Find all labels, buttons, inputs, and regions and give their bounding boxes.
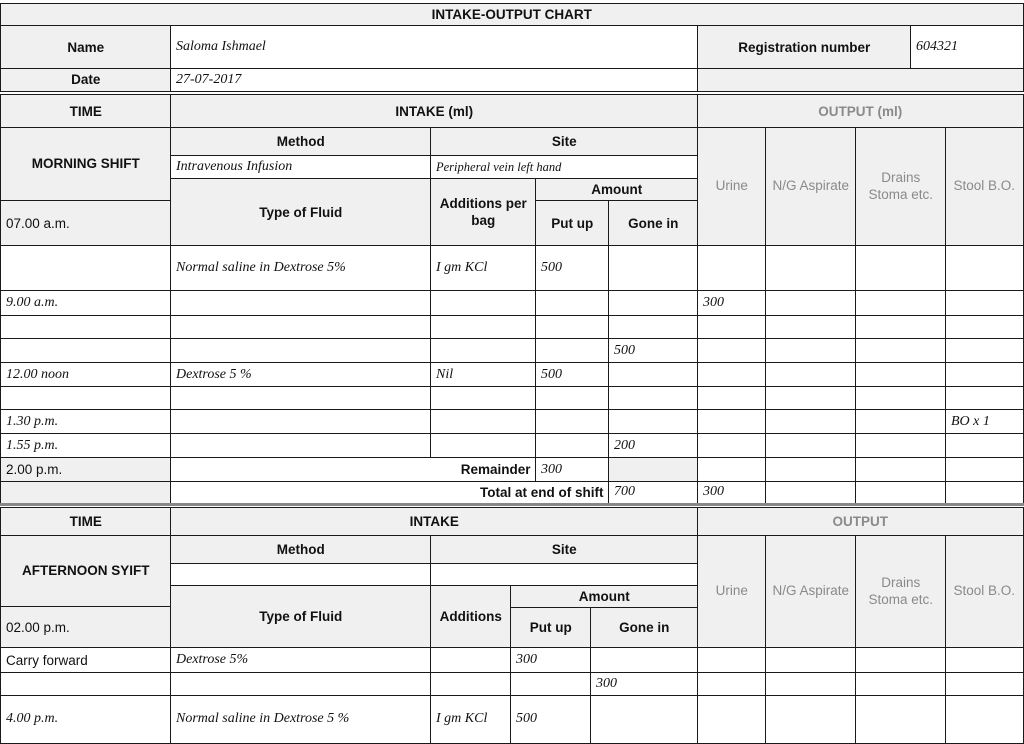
shift-label: AFTERNOON SYIFT	[0, 535, 172, 608]
stool-cell[interactable]	[945, 245, 1024, 292]
shift-start-time: 07.00 a.m.	[0, 200, 172, 247]
additions-cell[interactable]	[430, 315, 537, 340]
amount-header: Amount	[510, 585, 699, 609]
put-up-header: Put up	[510, 607, 592, 649]
put-up-cell[interactable]	[535, 409, 610, 435]
urine-cell[interactable]: 300	[697, 290, 767, 317]
output-cell[interactable]	[945, 481, 1024, 504]
urine-cell[interactable]	[697, 338, 767, 364]
site-header: Site	[430, 535, 699, 565]
ng-cell[interactable]	[765, 338, 857, 364]
fluid-cell[interactable]: Dextrose 5 %	[170, 362, 432, 388]
output-cell[interactable]	[697, 457, 767, 483]
gone-in-cell[interactable]: 200	[608, 433, 699, 459]
stool-cell[interactable]	[945, 647, 1024, 674]
registration-number-field[interactable]: 604321	[910, 25, 1024, 70]
put-up-cell[interactable]	[535, 386, 610, 411]
ng-cell[interactable]	[765, 386, 857, 411]
time-cell[interactable]: 1.30 p.m.	[0, 409, 172, 435]
output-header: OUTPUT (ml)	[697, 94, 1024, 129]
urine-cell[interactable]	[697, 672, 767, 697]
gone-in-cell[interactable]	[608, 245, 699, 292]
gone-in-cell[interactable]	[608, 386, 699, 411]
put-up-cell[interactable]: 500	[510, 695, 592, 744]
ng-cell[interactable]	[765, 409, 857, 435]
urine-cell[interactable]	[697, 315, 767, 340]
output-header: OUTPUT	[697, 507, 1024, 537]
blank-cell	[0, 481, 172, 504]
patient-name-field[interactable]: Saloma Ishmael	[170, 25, 699, 70]
gone-in-cell[interactable]	[608, 290, 699, 317]
section-divider	[0, 503, 1024, 506]
additions-cell[interactable]	[430, 672, 512, 697]
additions-cell[interactable]	[430, 647, 512, 674]
urine-cell[interactable]	[697, 386, 767, 411]
put-up-cell[interactable]	[535, 315, 610, 340]
output-cell[interactable]	[765, 481, 857, 504]
registration-number-label: Registration number	[697, 25, 912, 70]
total-intake-value[interactable]: 700	[608, 481, 699, 504]
urine-cell[interactable]	[697, 245, 767, 292]
fluid-cell[interactable]: Dextrose 5%	[170, 647, 432, 674]
time-cell[interactable]	[0, 338, 172, 364]
date-label: Date	[0, 68, 172, 92]
ng-cell[interactable]	[765, 245, 857, 292]
time-header: TIME	[0, 507, 172, 537]
drains-cell[interactable]	[855, 409, 947, 435]
stool-header: Stool B.O.	[945, 127, 1024, 247]
put-up-cell[interactable]: 500	[535, 245, 610, 292]
ng-cell[interactable]	[765, 647, 857, 674]
stool-cell[interactable]	[945, 433, 1024, 459]
blank-cell	[697, 68, 1024, 92]
output-cell[interactable]	[945, 457, 1024, 483]
remainder-label: Remainder	[170, 457, 537, 483]
fluid-cell[interactable]	[170, 672, 432, 697]
name-label: Name	[0, 25, 172, 70]
additions-cell[interactable]	[430, 386, 537, 411]
drains-header: Drains Stoma etc.	[855, 127, 947, 247]
blank-cell	[608, 457, 699, 483]
fluid-cell[interactable]	[170, 315, 432, 340]
time-cell[interactable]	[0, 672, 172, 697]
stool-cell[interactable]: BO x 1	[945, 409, 1024, 435]
put-up-cell[interactable]: 300	[510, 647, 592, 674]
fluid-cell[interactable]	[170, 386, 432, 411]
amount-header: Amount	[535, 178, 699, 202]
total-urine-value[interactable]: 300	[697, 481, 767, 504]
stool-cell[interactable]	[945, 672, 1024, 697]
chart-title: INTAKE-OUTPUT CHART	[0, 3, 1024, 27]
gone-in-header: Gone in	[608, 200, 699, 247]
put-up-header: Put up	[535, 200, 610, 247]
time-cell[interactable]: 1.55 p.m.	[0, 433, 172, 459]
method-header: Method	[170, 127, 432, 157]
gone-in-cell[interactable]	[590, 647, 699, 674]
time-cell[interactable]: 9.00 a.m.	[0, 290, 172, 317]
gone-in-cell[interactable]: 500	[608, 338, 699, 364]
drains-cell[interactable]	[855, 315, 947, 340]
fluid-cell[interactable]: Normal saline in Dextrose 5%	[170, 245, 432, 292]
gone-in-cell[interactable]	[608, 409, 699, 435]
fluid-cell[interactable]	[170, 409, 432, 435]
urine-cell[interactable]	[697, 433, 767, 459]
put-up-cell[interactable]	[535, 433, 610, 459]
intake-header: INTAKE	[170, 507, 699, 537]
put-up-cell[interactable]	[535, 290, 610, 317]
site-header: Site	[430, 127, 699, 157]
site-field[interactable]	[430, 563, 699, 587]
ng-cell[interactable]	[765, 315, 857, 340]
type-of-fluid-header: Type of Fluid	[170, 585, 432, 649]
stool-cell[interactable]	[945, 315, 1024, 340]
fluid-cell[interactable]: Normal saline in Dextrose 5 %	[170, 695, 432, 744]
stool-cell[interactable]	[945, 362, 1024, 388]
ng-aspirate-header: N/G Aspirate	[765, 535, 857, 649]
drains-cell[interactable]	[855, 672, 947, 697]
output-cell[interactable]	[855, 481, 947, 504]
additions-cell[interactable]	[430, 338, 537, 364]
fluid-cell[interactable]	[170, 433, 432, 459]
additions-cell[interactable]: I gm KCl	[430, 695, 512, 744]
gone-in-header: Gone in	[590, 607, 699, 649]
time-header: TIME	[0, 94, 172, 129]
type-of-fluid-header: Type of Fluid	[170, 178, 432, 247]
date-field[interactable]: 27-07-2017	[170, 68, 699, 92]
additions-header: Additions per bag	[430, 178, 537, 247]
output-cell[interactable]	[765, 457, 857, 483]
gone-in-cell[interactable]	[608, 362, 699, 388]
stool-cell[interactable]	[945, 386, 1024, 411]
time-cell[interactable]	[0, 386, 172, 411]
drains-header: Drains Stoma etc.	[855, 535, 947, 649]
additions-cell[interactable]: I gm KCl	[430, 245, 537, 292]
fluid-cell[interactable]	[170, 338, 432, 364]
ng-cell[interactable]	[765, 672, 857, 697]
method-field[interactable]: Intravenous Infusion	[170, 155, 432, 180]
urine-cell[interactable]	[697, 362, 767, 388]
stool-header: Stool B.O.	[945, 535, 1024, 649]
stool-cell[interactable]	[945, 290, 1024, 317]
site-field[interactable]: Peripheral vein left hand	[430, 155, 699, 180]
gone-in-cell[interactable]	[608, 315, 699, 340]
stool-cell[interactable]	[945, 695, 1024, 744]
put-up-cell[interactable]: 500	[535, 362, 610, 388]
put-up-cell[interactable]	[535, 338, 610, 364]
gone-in-cell[interactable]	[590, 695, 699, 744]
urine-cell[interactable]	[697, 647, 767, 674]
drains-cell[interactable]	[855, 433, 947, 459]
additions-cell[interactable]: Nil	[430, 362, 537, 388]
fluid-cell[interactable]	[170, 290, 432, 317]
drains-cell[interactable]	[855, 245, 947, 292]
drains-cell[interactable]	[855, 647, 947, 674]
drains-cell[interactable]	[855, 695, 947, 744]
additions-header: Additions	[430, 585, 512, 649]
time-cell[interactable]: 4.00 p.m.	[0, 695, 172, 744]
additions-cell[interactable]	[430, 433, 537, 459]
shift-start-time: 02.00 p.m.	[0, 606, 172, 649]
ng-cell[interactable]	[765, 362, 857, 388]
intake-header: INTAKE (ml)	[170, 94, 699, 129]
urine-header: Urine	[697, 535, 767, 649]
shift-label: MORNING SHIFT	[0, 127, 172, 202]
ng-cell[interactable]	[765, 695, 857, 744]
method-header: Method	[170, 535, 432, 565]
drains-cell[interactable]	[855, 362, 947, 388]
urine-cell[interactable]	[697, 409, 767, 435]
remainder-value[interactable]: 300	[535, 457, 610, 483]
drains-cell[interactable]	[855, 338, 947, 364]
drains-cell[interactable]	[855, 386, 947, 411]
gone-in-cell[interactable]: 300	[590, 672, 699, 697]
time-cell[interactable]: Carry forward	[0, 647, 172, 674]
put-up-cell[interactable]	[510, 672, 592, 697]
stool-cell[interactable]	[945, 338, 1024, 364]
additions-cell[interactable]	[430, 409, 537, 435]
time-cell[interactable]	[0, 245, 172, 292]
ng-aspirate-header: N/G Aspirate	[765, 127, 857, 247]
time-cell[interactable]: 12.00 noon	[0, 362, 172, 388]
urine-cell[interactable]	[697, 695, 767, 744]
total-label: Total at end of shift	[170, 481, 610, 504]
remainder-time: 2.00 p.m.	[0, 457, 172, 483]
output-cell[interactable]	[855, 457, 947, 483]
ng-cell[interactable]	[765, 290, 857, 317]
ng-cell[interactable]	[765, 433, 857, 459]
method-field[interactable]	[170, 563, 432, 587]
drains-cell[interactable]	[855, 290, 947, 317]
urine-header: Urine	[697, 127, 767, 247]
time-cell[interactable]	[0, 315, 172, 340]
additions-cell[interactable]	[430, 290, 537, 317]
